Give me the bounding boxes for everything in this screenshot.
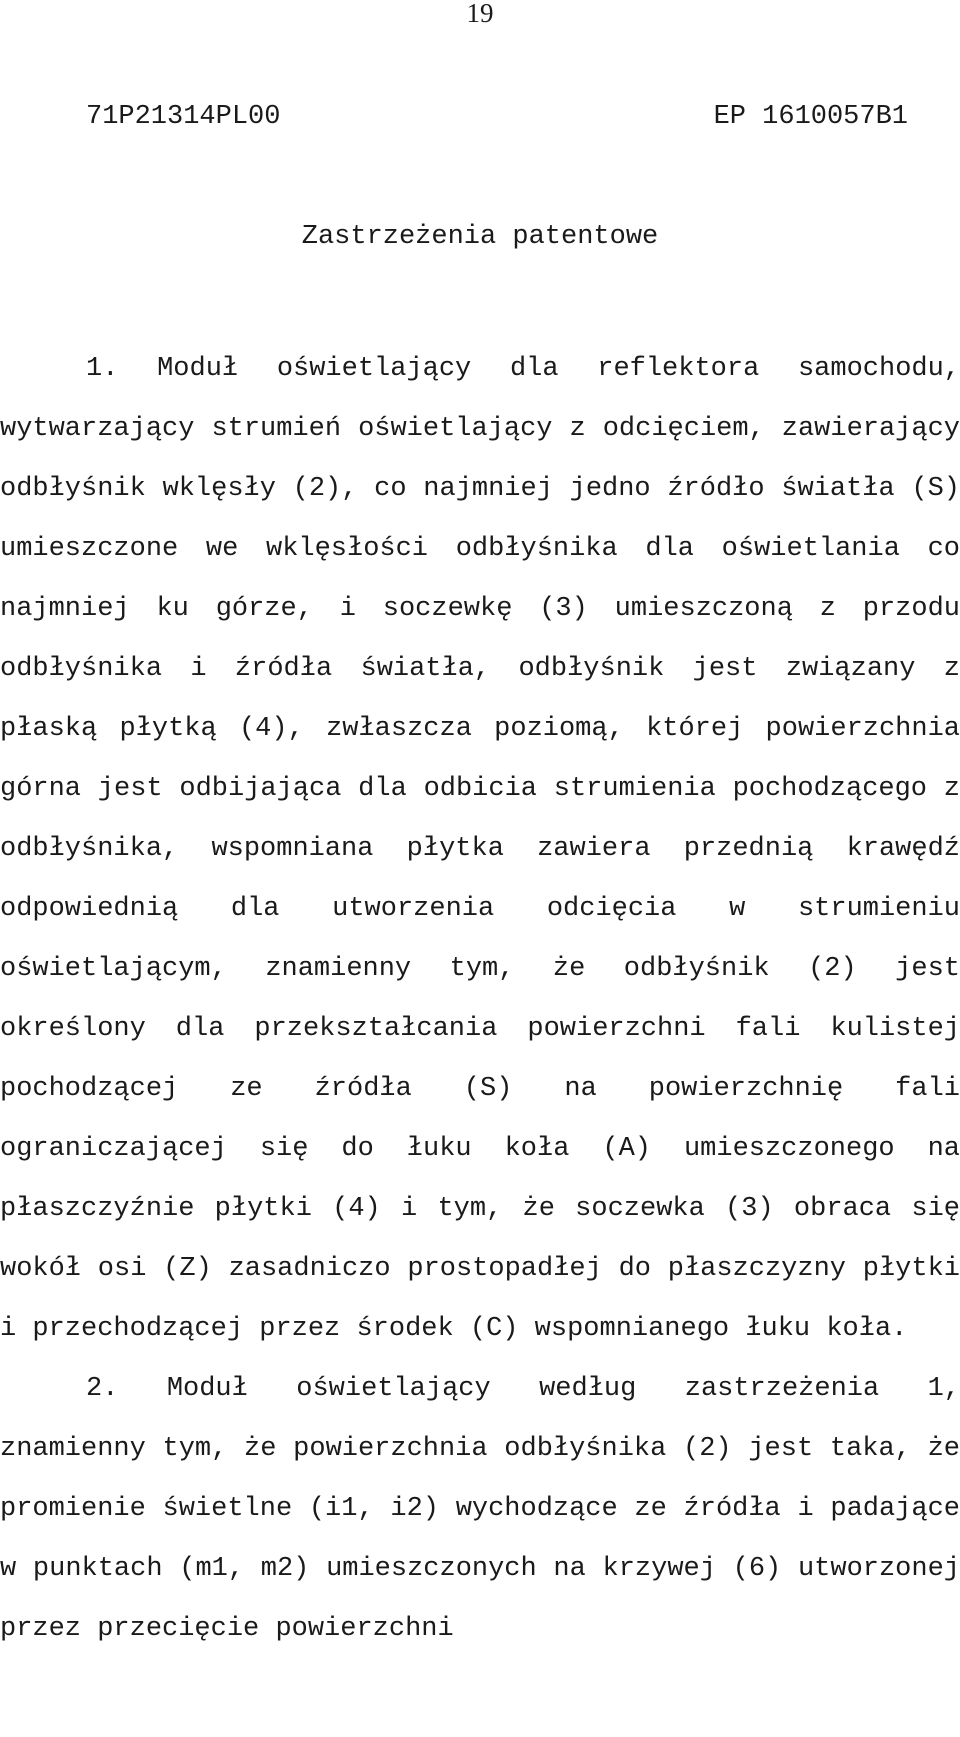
claim-text: Moduł oświetlający dla reflektora samochodu, wytwarzający strumień oświetlający z odcięciem, zawierający odbłyśnik wklęsły (2), co najmniej jedno źródło światła (S) umieszczone we wklęsłości odbłyśnika dla oświetlania co najmniej ku górze, i soczewkę (3) umieszczoną z przodu odbłyśnika i źródła światła, odbłyśnik jest związany z płaską płytką (4), zwłaszcza poziomą, której powierzchnia górna jest odbijająca dla odbicia strumienia pochodzącego z odbłyśnika, wspomniana płytka zawiera przednią krawędź odpowiednią dla utworzenia odcięcia w strumieniu oświetlającym, znamienny tym, że odbłyśnik (2) jest określony dla przekształcania powierzchni fali kulistej pochodzącej ze źródła (S) na powierzchnię fali ograniczającej się do łuku koła (A) umieszczonego na płaszczyźnie płytki (4) i tym, że soczewka (3) obraca się wokół osi (Z) zasadniczo prostopadłej do płaszczyzny płytki i przechodzącej przez środek (C) wspomnianego łuku koła. (0, 354, 960, 1344)
document-reference-left: 71P21314PL00 (86, 102, 281, 132)
claim-1 (0, 339, 960, 1359)
page-number: 19 (466, 0, 494, 28)
claim-2 (0, 1359, 960, 1659)
claims-section (0, 339, 960, 1659)
document-title: Zastrzeżenia patentowe (301, 222, 659, 252)
claim-number: 2. (86, 1374, 119, 1404)
claim-number: 1. (86, 354, 119, 384)
claim-text: Moduł oświetlający według zastrzeżenia 1, znamienny tym, że powierzchnia odbłyśnika (2) jest taka, że promienie świetlne (i1, i2) wychodzące ze źródła i padające w punktach (m1, m2) umieszczonych na krzywej (6) utworzonej przez przecięcie powierzchni (0, 1374, 960, 1644)
document-reference-right: EP 1610057B1 (713, 102, 908, 132)
